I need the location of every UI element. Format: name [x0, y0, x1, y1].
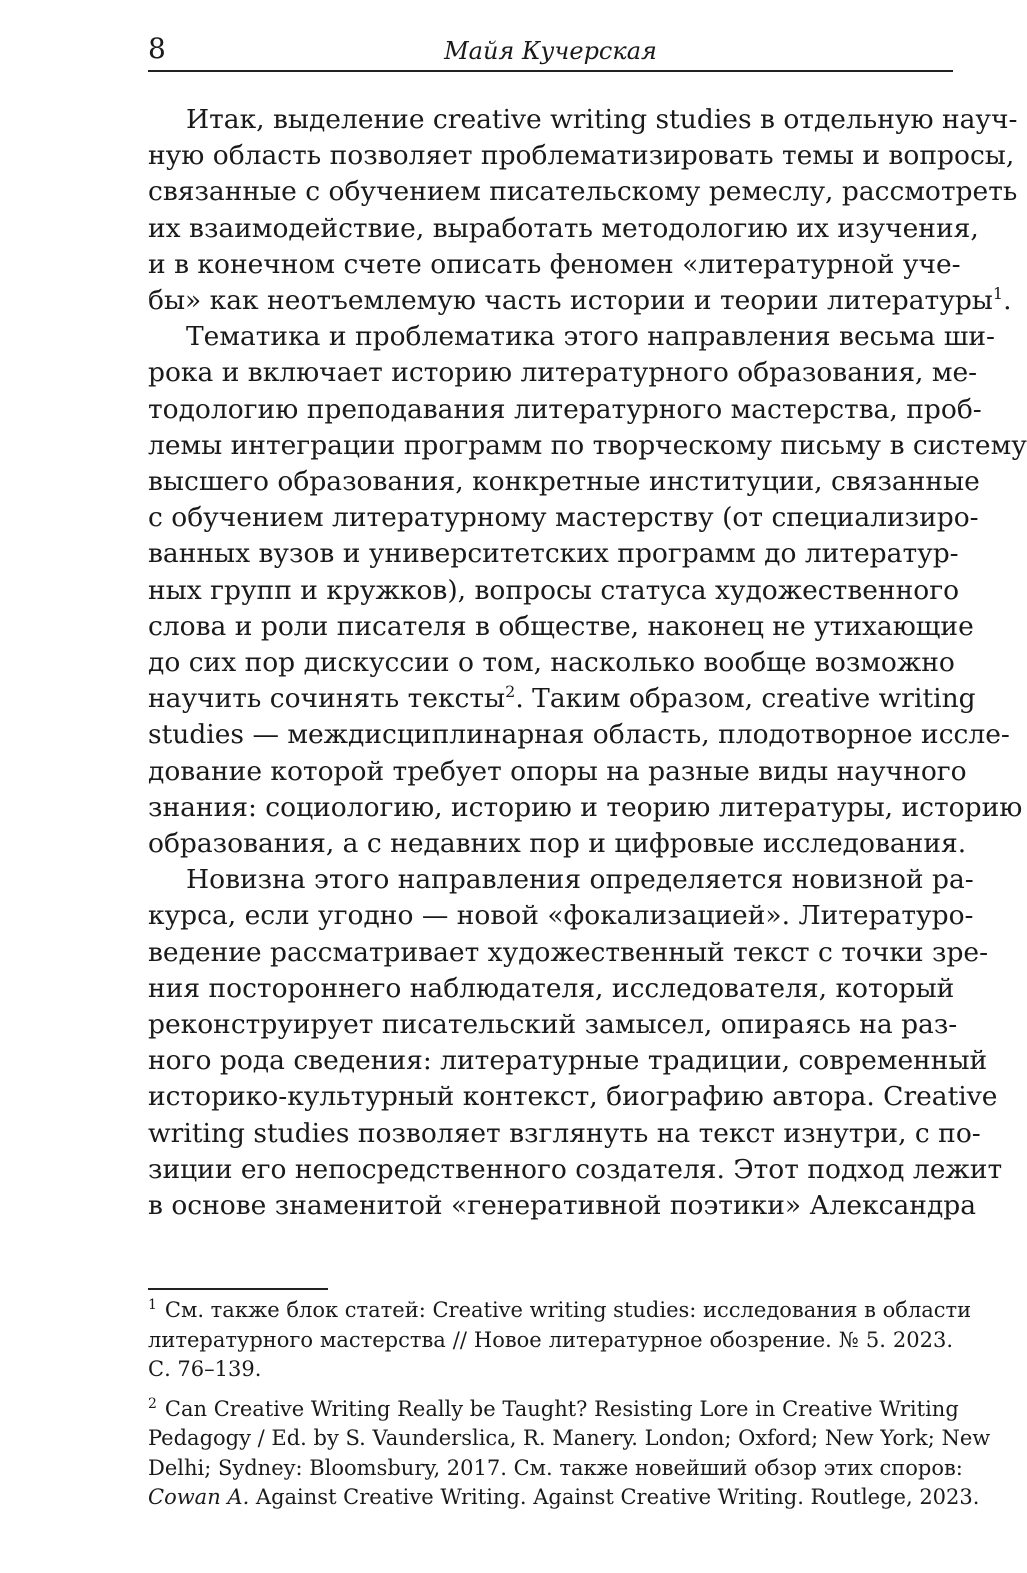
text-line: ведение рассматривает художественный текст с точки зре-	[148, 936, 989, 968]
text-line: ванных вузов и университетских программ до литератур-	[148, 538, 959, 570]
footnote-line: С. 76–139.	[148, 1357, 262, 1381]
line-text: бы» как неотъемлемую часть истории и теории литературы	[148, 285, 993, 317]
text-line: studies — междисциплинарная область, плодотворное иссле-	[148, 719, 1010, 751]
text-line: связанные с обучением писательскому ремеслу, рассмотреть	[148, 176, 1018, 208]
paragraph-3	[148, 862, 1003, 1224]
line-text: научить сочинять тексты	[148, 683, 506, 715]
text-line: тодологию преподавания литературного мастерства, проб-	[148, 393, 982, 425]
footnote-ref-1[interactable]: 1	[992, 284, 1004, 304]
footnote-line: Pedagogy / Ed. by S. Vaunderslica, R. Manery. London; Oxford; New York; New	[148, 1426, 991, 1450]
text-line: writing studies позволяет взглянуть на текст изнутри, с по-	[148, 1117, 981, 1149]
text-line: с обучением литературному мастерству (от специализиро-	[148, 502, 979, 534]
line-text-end: . Таким образом, creative writing	[515, 683, 976, 715]
footnote-1	[148, 1296, 972, 1385]
footnote-line	[148, 1395, 959, 1425]
footnote-divider	[148, 1288, 328, 1290]
author-name: Cowan A.	[148, 1485, 250, 1509]
footnote-line: литературного мастерства // Новое литературное обозрение. № 5. 2023.	[148, 1327, 953, 1352]
text-line: ния постороннего наблюдателя, исследователя, который	[148, 972, 955, 1004]
text-line: ного рода сведения: литературные традиции, современный	[148, 1045, 988, 1077]
footnote-text: См. также блок статей: Creative writing studies: исследования в области	[164, 1298, 972, 1322]
text-line: дование которой требует опоры на разные виды научного	[148, 755, 967, 787]
paragraph-1	[148, 102, 1018, 319]
running-title: Майя Кучерская	[444, 37, 657, 65]
text-line: образования, а с недавних пор и цифровые исследования.	[148, 828, 967, 860]
text-line: курса, если угодно — новой «фокализацией». Литературо-	[148, 900, 974, 932]
line-text-end: .	[1003, 285, 1012, 317]
text-line: реконструирует писательский замысел, опираясь на раз-	[148, 1009, 958, 1041]
text-line: до сих пор дискуссии о том, насколько вообще возможно	[148, 647, 955, 679]
text-line: в основе знаменитой «генеративной поэтики» Александра	[148, 1190, 977, 1222]
footnote-mark: 2	[148, 1395, 157, 1412]
text-line: зиции его непосредственного создателя. Этот подход лежит	[148, 1153, 1003, 1185]
text-line	[148, 283, 1012, 319]
text-line: Итак, выделение creative writing studies в отдельную науч-	[186, 104, 1018, 135]
text-line: Тематика и проблематика этого направления весьма ши-	[186, 321, 996, 353]
text-line: историко-культурный контекст, биографию автора. Creative	[148, 1081, 998, 1113]
text-line: слова и роли писателя в обществе, наконец не утихающие	[148, 610, 974, 642]
text-line: лемы интеграции программ по творческому письму в систему	[148, 429, 1027, 461]
text-line: и в конечном счете описать феномен «литературной уче-	[148, 248, 961, 280]
text-line: их взаимодействие, выработать методологию их изучения,	[148, 212, 979, 244]
footnote-line	[148, 1483, 980, 1513]
running-head	[148, 30, 953, 72]
body-text	[148, 102, 1027, 1224]
text-line: ных групп и кружков), вопросы статуса художественного	[148, 574, 960, 606]
footnote-mark: 1	[148, 1297, 157, 1313]
footnote-line	[148, 1296, 972, 1326]
text-line: знания: социологию, историю и теорию литературы, историю	[148, 791, 1023, 823]
paragraph-2	[148, 319, 1027, 862]
footnote-text: Can Creative Writing Really be Taught? Resisting Lore in Creative Writing	[164, 1396, 959, 1421]
text-line	[148, 681, 976, 717]
text-line: Новизна этого направления определяется новизной ра-	[186, 864, 974, 896]
footnote-line: Delhi; Sydney: Bloomsbury, 2017. См. также новейший обзор этих споров:	[148, 1455, 963, 1480]
text-line: высшего образования, конкретные институции, связанные	[148, 466, 980, 498]
footnotes	[148, 1296, 991, 1523]
footnote-2	[148, 1395, 991, 1513]
text-line: ную область позволяет проблематизировать темы и вопросы,	[148, 140, 1015, 172]
page-number: 8	[148, 32, 166, 65]
footnote-text: Against Creative Writing. Against Creative Writing. Routlege, 2023.	[249, 1485, 980, 1509]
text-line: рока и включает историю литературного образования, ме-	[148, 357, 978, 389]
footnote-ref-2[interactable]: 2	[505, 682, 516, 702]
